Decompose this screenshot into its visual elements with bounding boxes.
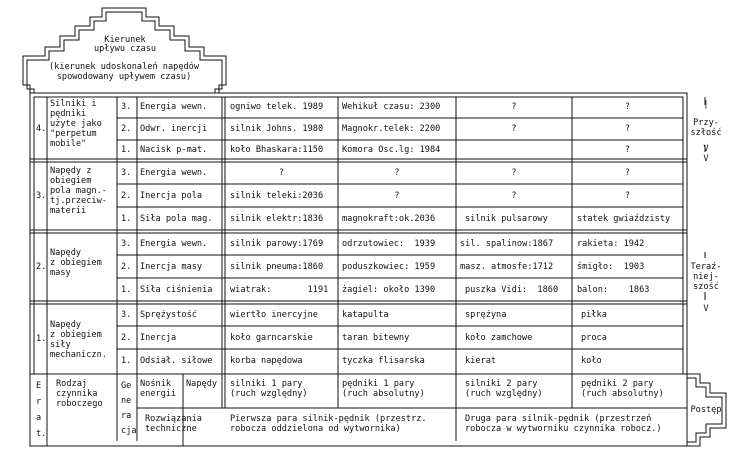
group-number: 1. bbox=[36, 334, 47, 344]
footer-technical-solutions-label: Rozwiązania techniczne bbox=[145, 414, 202, 434]
row-number: 2. bbox=[121, 333, 132, 343]
cell: silnik pulsarowy bbox=[465, 214, 548, 224]
cell: żagiel: około 1390 bbox=[342, 285, 436, 295]
row-label: Energia wewn. bbox=[140, 168, 208, 178]
row-number: 1. bbox=[121, 285, 132, 295]
row-number: 1. bbox=[121, 214, 132, 224]
cell: ? bbox=[624, 168, 631, 178]
cell: masz. atmosfe:1712 bbox=[460, 262, 554, 272]
cell: korba napędowa bbox=[230, 356, 303, 366]
cell: ? bbox=[511, 102, 517, 112]
footer-working-medium-label: Rodzaj czynnika roboczego bbox=[56, 379, 103, 409]
cell: koło bbox=[581, 356, 602, 366]
row-number: 3. bbox=[121, 239, 132, 249]
cell: ? bbox=[624, 145, 631, 155]
row-label: Energia wewn. bbox=[140, 102, 208, 112]
group-number: 3. bbox=[36, 191, 47, 201]
row-label: Energia wewn. bbox=[140, 239, 208, 249]
row-number: 2. bbox=[121, 191, 132, 201]
cell: ogniwo telek. 1989 bbox=[230, 102, 324, 112]
cell: Wehikuł czasu: 2300 bbox=[342, 102, 441, 112]
cell: ? bbox=[511, 168, 517, 178]
group-name: Napędy z obiegiem masy bbox=[50, 248, 102, 278]
row-label: Inercja bbox=[140, 333, 177, 343]
cell: koło garncarskie bbox=[230, 333, 313, 343]
cell: rakieta: 1942 bbox=[577, 239, 645, 249]
side-bar-top: | bbox=[703, 100, 709, 110]
side-v-1: V bbox=[703, 144, 709, 154]
cell: ? bbox=[278, 168, 285, 178]
side-label-future: Przy- szłość bbox=[690, 118, 722, 138]
group-name: Napędy z obiegiem siły mechaniczn. bbox=[50, 320, 107, 360]
footer-col-4: pędniki 2 pary (ruch absolutny) bbox=[581, 379, 664, 399]
row-number: 2. bbox=[121, 124, 132, 134]
cell: taran bitewny bbox=[342, 333, 410, 343]
cell: balon: 1863 bbox=[577, 285, 650, 295]
footer-col-2: pędniki 1 pary (ruch absolutny) bbox=[342, 379, 425, 399]
row-label: Inercja masy bbox=[140, 262, 203, 272]
group-name: Napędy z obiegiem pola magn.- tj.przeciw- materii bbox=[50, 166, 107, 216]
cell: ? bbox=[394, 191, 400, 201]
header-line-1: Kierunek bbox=[104, 35, 146, 45]
row-number: 1. bbox=[121, 356, 132, 366]
cell: Komora Osc.lg: 1984 bbox=[342, 145, 441, 155]
side-v-3: V bbox=[703, 304, 709, 314]
cell: ? bbox=[394, 168, 400, 178]
cell: koło zamchowe bbox=[465, 333, 533, 343]
cell: ? bbox=[624, 124, 631, 134]
cell: magnokraft:ok.2036 bbox=[342, 214, 436, 224]
row-label: Sprężystość bbox=[140, 310, 197, 320]
cell: sil. spalinow:1867 bbox=[460, 239, 554, 249]
cell: proca bbox=[581, 333, 607, 343]
row-label: Odwr. inercji bbox=[140, 124, 208, 134]
row-number: 2. bbox=[121, 262, 132, 272]
row-number: 3. bbox=[121, 168, 132, 178]
group-number: 4. bbox=[36, 124, 47, 134]
header-line-4: spowodowany upływem czasu) bbox=[56, 72, 192, 82]
row-label: Inercja pola bbox=[140, 191, 203, 201]
row-label: Nacisk p-mat. bbox=[140, 145, 208, 155]
row-number: 3. bbox=[121, 102, 132, 112]
cell: ? bbox=[624, 102, 631, 112]
cell: odrzutowiec: 1939 bbox=[342, 239, 436, 249]
side-label-progress: Postęp bbox=[690, 405, 722, 415]
row-label: Siła pola mag. bbox=[140, 214, 213, 224]
cell: katapulta bbox=[342, 310, 389, 320]
header-line-3: (kierunek udoskonaleń napędów bbox=[48, 62, 200, 72]
cell: Magnokr.telek: 2200 bbox=[342, 124, 441, 134]
footer-era-label: E r a t. bbox=[36, 381, 47, 439]
cell: wiertło inercyjne bbox=[230, 310, 318, 320]
footer-col-1: silniki 1 pary (ruch względny) bbox=[230, 379, 308, 399]
row-number: 3. bbox=[121, 310, 132, 320]
cell: silnik Johns. 1980 bbox=[230, 124, 324, 134]
cell: koło Bhaskara:1150 bbox=[230, 145, 324, 155]
group-number: 2. bbox=[36, 262, 47, 272]
footer-generation-label: Ge ne ra cja bbox=[121, 381, 137, 436]
cell: śmigło: 1903 bbox=[577, 262, 645, 272]
cell: piłka bbox=[581, 310, 607, 320]
side-v-2: V bbox=[703, 154, 709, 164]
cell: ? bbox=[511, 191, 517, 201]
footer-energy-carrier-label: Nośnik energii bbox=[140, 379, 177, 399]
cell: puszka Vidi: 1860 bbox=[465, 285, 559, 295]
cell: ? bbox=[511, 124, 517, 134]
cell: sprężyna bbox=[465, 310, 507, 320]
cell: wiatrak: 1191 bbox=[230, 285, 329, 295]
group-name: Silniki i pędniki użyte jako "perpetum mobile" bbox=[50, 99, 102, 149]
footer-first-pair: Pierwsza para silnik-pędnik (przestrz. robocza oddzielona od wytwornika) bbox=[230, 414, 427, 434]
side-label-present: Teraź- niej- szość bbox=[690, 262, 722, 292]
cell: silnik parowy:1769 bbox=[230, 239, 324, 249]
footer-col-3: silniki 2 pary (ruch względny) bbox=[465, 379, 543, 399]
header-line-2: upływu czasu bbox=[93, 44, 157, 54]
row-number: 1. bbox=[121, 145, 132, 155]
cell: ? bbox=[624, 191, 631, 201]
cell: statek gwiaździsty bbox=[577, 214, 671, 224]
row-label: Siła ciśnienia bbox=[140, 285, 213, 295]
cell: tyczka flisarska bbox=[342, 356, 425, 366]
cell: kierat bbox=[465, 356, 497, 366]
cell: poduszkowiec: 1959 bbox=[342, 262, 436, 272]
cell: silnik teleki:2036 bbox=[230, 191, 324, 201]
row-label: Odsiał. siłowe bbox=[140, 356, 213, 366]
footer-second-pair: Druga para silnik-pędnik (przestrzeń robocza w wytworniku czynnika robocz.) bbox=[465, 414, 662, 434]
cell: silnik elektr:1836 bbox=[230, 214, 324, 224]
footer-drives-label: Napędy bbox=[186, 379, 218, 389]
cell: silnik pneuma:1860 bbox=[230, 262, 324, 272]
